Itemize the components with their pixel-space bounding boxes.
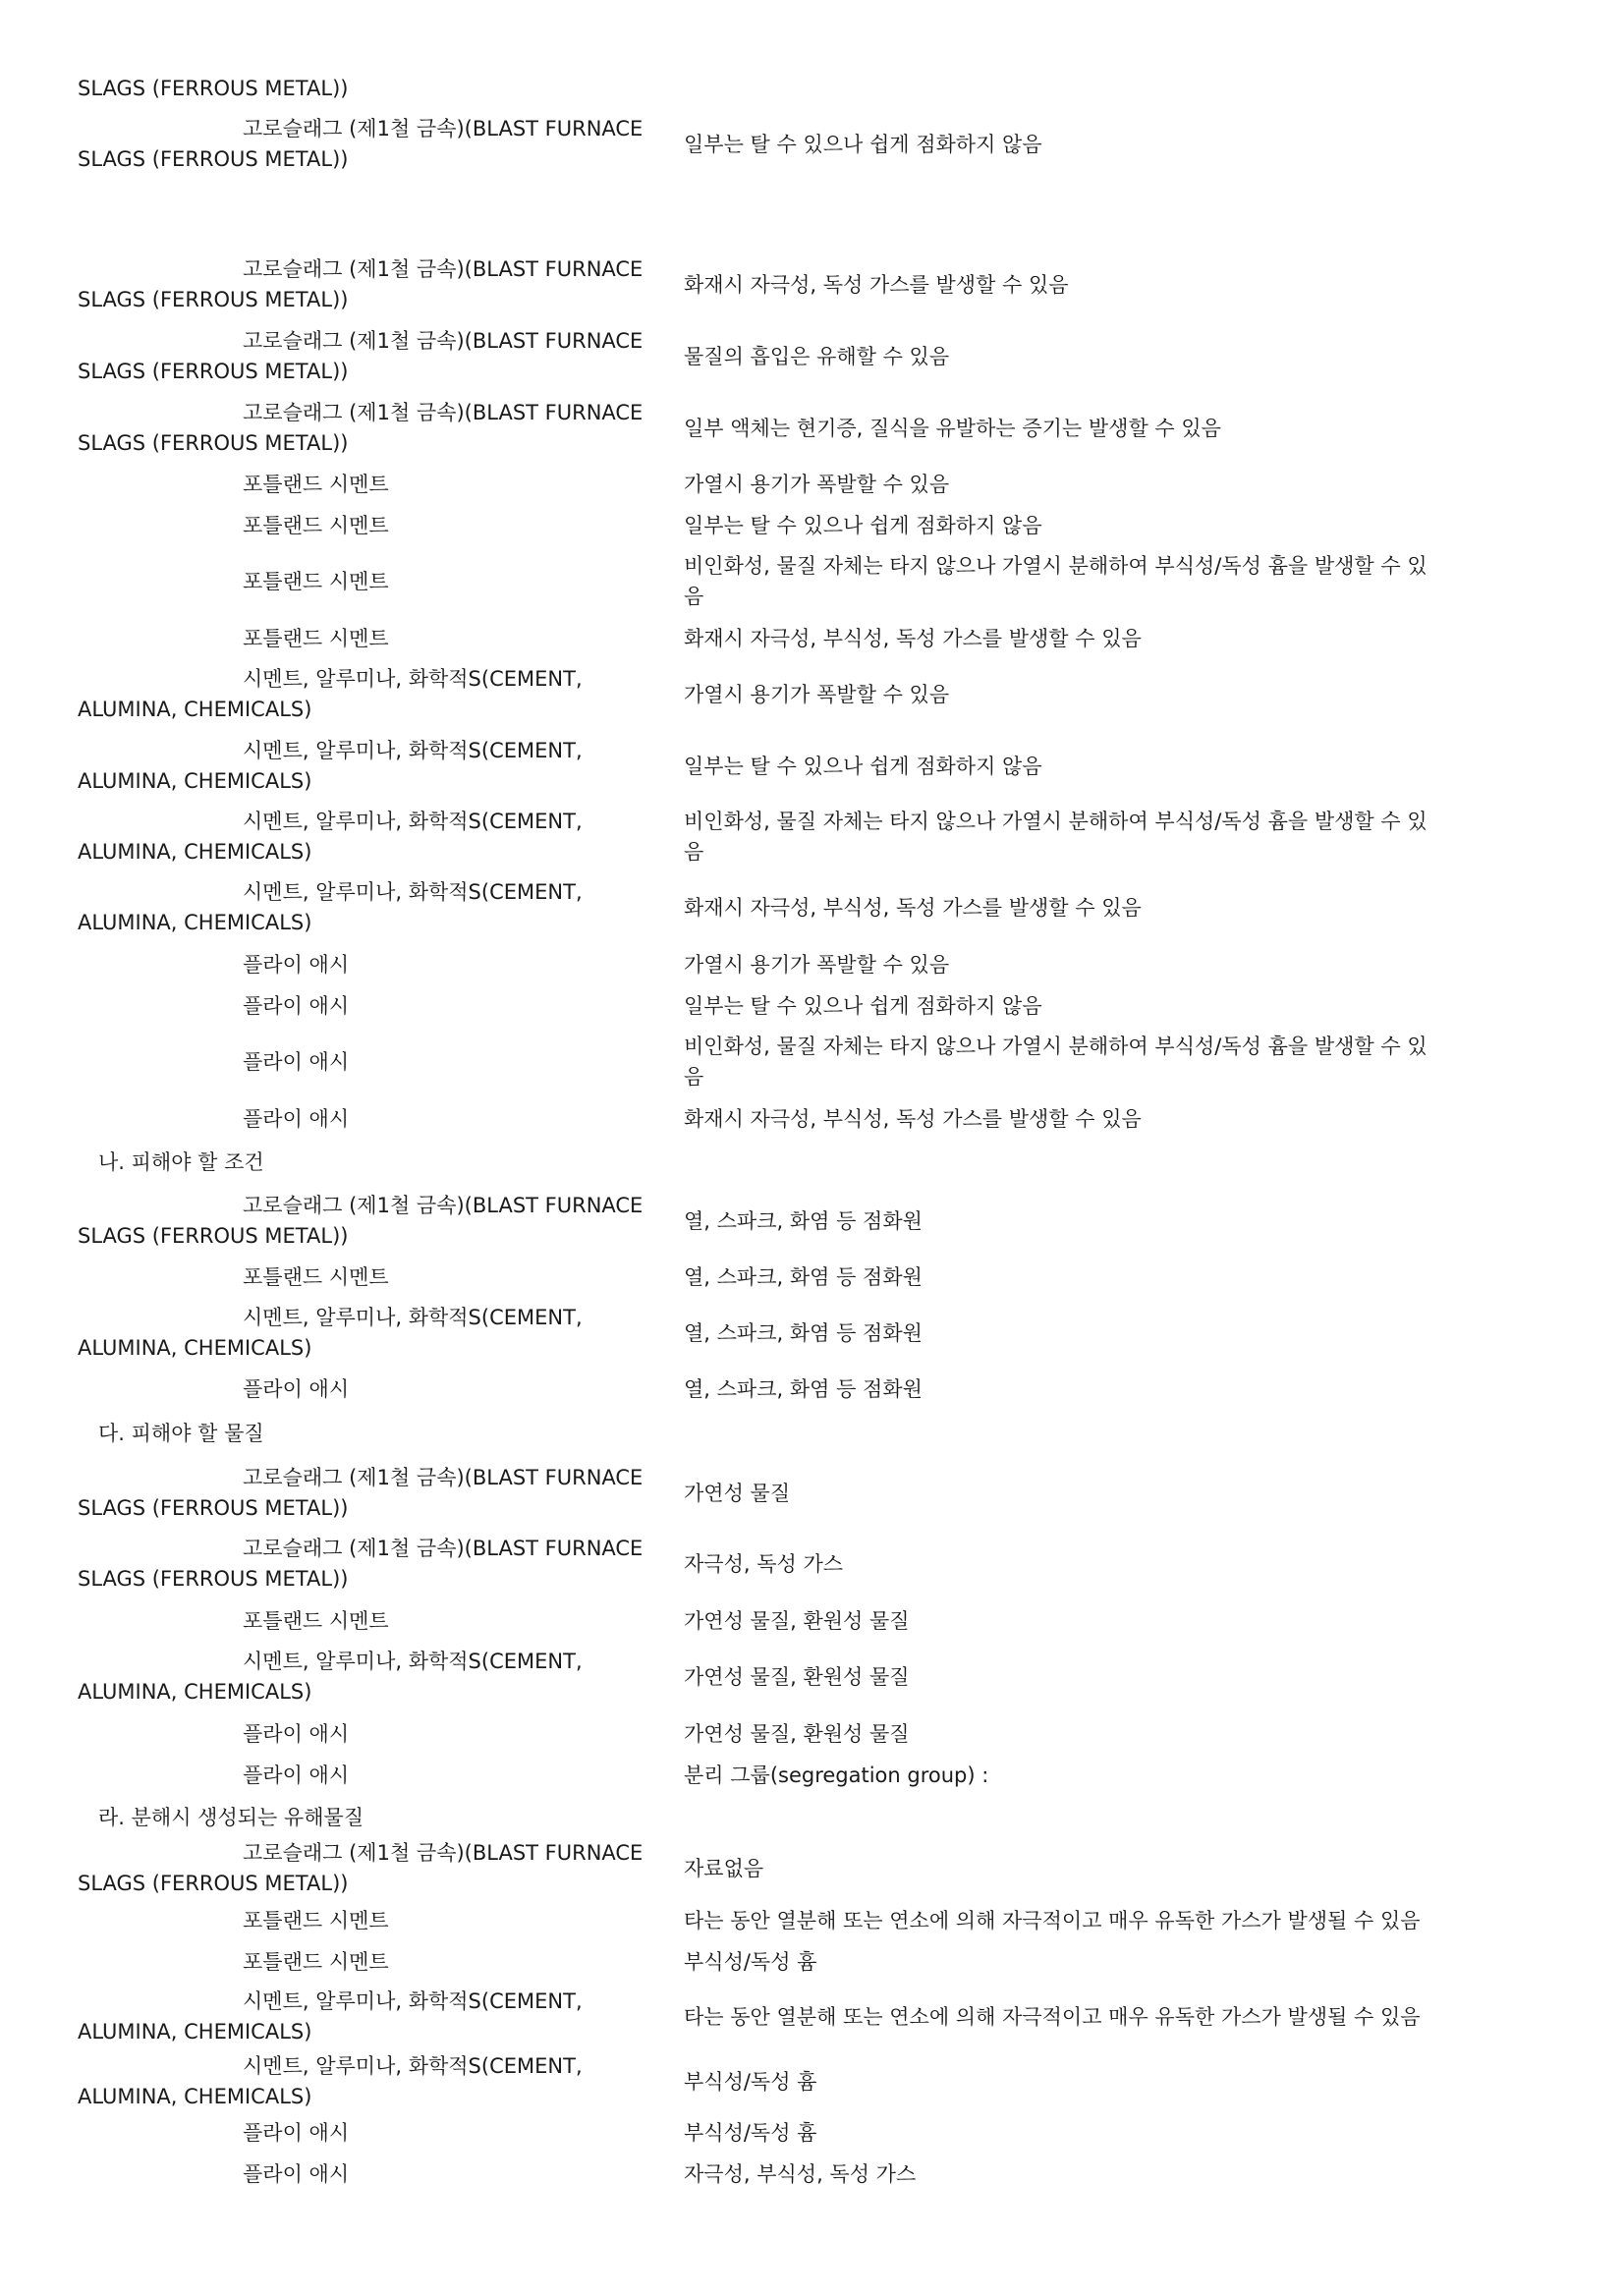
hazard-description: 타는 동안 열분해 또는 연소에 의해 자극적이고 매우 유독한 가스가 발생될 수 있음 (684, 2004, 1421, 2029)
hazard-description: 부식성/독성 흄 (684, 1949, 817, 1974)
section-heading-text: 라. 분해시 생성되는 유해물질 (98, 1806, 364, 1829)
hazard-description: 부식성/독성 흄 (684, 2120, 817, 2145)
substance-name: SLAGS (FERROUS METAL)) (78, 360, 349, 383)
substance-name: 고로슬래그 (제1철 금속)(BLAST FURNACE (243, 1841, 644, 1865)
substance-name: ALUMINA, CHEMICALS) (78, 911, 312, 934)
section-heading-text: 나. 피해야 할 조건 (98, 1150, 264, 1174)
substance-name: SLAGS (FERROUS METAL)) (78, 288, 349, 311)
hazard-description: 비인화성, 물질 자체는 타지 않으나 가열시 분해하여 부식성/독성 흄을 발생할 수 있 (684, 810, 1428, 833)
substance-name: SLAGS (FERROUS METAL)) (78, 1496, 349, 1520)
substance-name: ALUMINA, CHEMICALS) (78, 1336, 312, 1360)
substance-name: 시멘트, 알루미나, 화학적S(CEMENT, (243, 667, 583, 691)
substance-name: 포틀랜드 시멘트 (243, 1608, 389, 1633)
substance-name: 플라이 애시 (243, 1763, 350, 1787)
section-heading-text: 다. 피해야 할 물질 (98, 1422, 264, 1445)
substance-name: 플라이 애시 (243, 1376, 350, 1401)
substance-name: 시멘트, 알루미나, 화학적S(CEMENT, (243, 1989, 583, 2013)
hazard-description: 열, 스파크, 화염 등 점화원 (684, 1320, 923, 1345)
substance-name: 시멘트, 알루미나, 화학적S(CEMENT, (243, 880, 583, 904)
hazard-description: 일부는 탈 수 있으나 쉽게 점화하지 않음 (684, 993, 1042, 1018)
substance-name: 플라이 애시 (243, 1721, 350, 1746)
hazard-description: 가연성 물질, 환원성 물질 (684, 1721, 910, 1746)
substance-name: 고로슬래그 (제1철 금속)(BLAST FURNACE (243, 1537, 644, 1560)
substance-name: SLAGS (FERROUS METAL)) (78, 1224, 349, 1248)
substance-name: 플라이 애시 (243, 952, 350, 977)
hazard-description: 일부는 탈 수 있으나 쉽게 점화하지 않음 (684, 754, 1042, 778)
hazard-description: 화재시 자극성, 부식성, 독성 가스를 발생할 수 있음 (684, 626, 1142, 650)
hazard-description: 자극성, 독성 가스 (684, 1551, 844, 1576)
substance-name: 시멘트, 알루미나, 화학적S(CEMENT, (243, 2054, 583, 2078)
substance-name: 고로슬래그 (제1철 금속)(BLAST FURNACE (243, 1194, 644, 1217)
substance-name: 플라이 애시 (243, 2120, 350, 2145)
hazard-description: 가연성 물질, 환원성 물질 (684, 1664, 910, 1689)
substance-name: 시멘트, 알루미나, 화학적S(CEMENT, (243, 739, 583, 762)
hazard-description: 자료없음 (684, 1856, 764, 1880)
hazard-description: 부식성/독성 흄 (684, 2069, 817, 2094)
substance-name: 고로슬래그 (제1철 금속)(BLAST FURNACE (243, 117, 644, 140)
substance-name: 시멘트, 알루미나, 화학적S(CEMENT, (243, 1650, 583, 1673)
substance-name: 고로슬래그 (제1철 금속)(BLAST FURNACE (243, 257, 644, 281)
substance-name: 플라이 애시 (243, 1106, 350, 1131)
hazard-description: 가열시 용기가 폭발할 수 있음 (684, 952, 950, 977)
substance-name: 포틀랜드 시멘트 (243, 569, 389, 593)
hazard-description: 일부는 탈 수 있으나 쉽게 점화하지 않음 (684, 132, 1042, 156)
continued-substance-name: SLAGS (FERROUS METAL)) (78, 77, 349, 100)
substance-name: 플라이 애시 (243, 2161, 350, 2186)
substance-name: 포틀랜드 시멘트 (243, 1908, 389, 1932)
hazard-description: 음 (684, 585, 704, 608)
substance-name: SLAGS (FERROUS METAL)) (78, 1872, 349, 1895)
substance-name: 고로슬래그 (제1철 금속)(BLAST FURNACE (243, 401, 644, 424)
substance-name: 포틀랜드 시멘트 (243, 626, 389, 650)
substance-name: 포틀랜드 시멘트 (243, 1264, 389, 1289)
hazard-description: 화재시 자극성, 부식성, 독성 가스를 발생할 수 있음 (684, 895, 1142, 920)
hazard-description: 비인화성, 물질 자체는 타지 않으나 가열시 분해하여 부식성/독성 흄을 발생할 수 있 (684, 1035, 1428, 1058)
hazard-description: 가열시 용기가 폭발할 수 있음 (684, 682, 950, 706)
hazard-description: 분리 그룹(segregation group) : (684, 1763, 989, 1787)
hazard-description: 화재시 자극성, 독성 가스를 발생할 수 있음 (684, 272, 1069, 297)
substance-name: 플라이 애시 (243, 993, 350, 1018)
hazard-description: 타는 동안 열분해 또는 연소에 의해 자극적이고 매우 유독한 가스가 발생될 수 있음 (684, 1908, 1421, 1932)
hazard-description: 가연성 물질, 환원성 물질 (684, 1608, 910, 1633)
substance-name: ALUMINA, CHEMICALS) (78, 840, 312, 864)
substance-name: ALUMINA, CHEMICALS) (78, 1680, 312, 1704)
substance-name: 포틀랜드 시멘트 (243, 472, 389, 496)
substance-name: ALUMINA, CHEMICALS) (78, 769, 312, 793)
hazard-description: 가열시 용기가 폭발할 수 있음 (684, 472, 950, 496)
substance-name: 플라이 애시 (243, 1049, 350, 1074)
hazard-description: 가연성 물질 (684, 1481, 791, 1505)
hazard-description: 자극성, 부식성, 독성 가스 (684, 2161, 917, 2186)
substance-name: ALUMINA, CHEMICALS) (78, 2085, 312, 2108)
hazard-description: 화재시 자극성, 부식성, 독성 가스를 발생할 수 있음 (684, 1106, 1142, 1131)
hazard-description: 비인화성, 물질 자체는 타지 않으나 가열시 분해하여 부식성/독성 흄을 발생할 수 있 (684, 554, 1428, 578)
substance-name: 고로슬래그 (제1철 금속)(BLAST FURNACE (243, 329, 644, 353)
substance-name: 시멘트, 알루미나, 화학적S(CEMENT, (243, 1306, 583, 1329)
substance-name: SLAGS (FERROUS METAL)) (78, 147, 349, 171)
substance-name: SLAGS (FERROUS METAL)) (78, 1567, 349, 1591)
hazard-description: 열, 스파크, 화염 등 점화원 (684, 1264, 923, 1289)
substance-name: ALUMINA, CHEMICALS) (78, 698, 312, 721)
substance-name: ALUMINA, CHEMICALS) (78, 2020, 312, 2044)
substance-name: 시멘트, 알루미나, 화학적S(CEMENT, (243, 810, 583, 833)
hazard-description: 물질의 흡입은 유해할 수 있음 (684, 344, 950, 368)
hazard-description: 음 (684, 840, 704, 864)
substance-name: 포틀랜드 시멘트 (243, 1949, 389, 1974)
substance-name: 포틀랜드 시멘트 (243, 513, 389, 537)
hazard-description: 열, 스파크, 화염 등 점화원 (684, 1376, 923, 1401)
substance-name: SLAGS (FERROUS METAL)) (78, 431, 349, 455)
substance-name: 고로슬래그 (제1철 금속)(BLAST FURNACE (243, 1466, 644, 1489)
hazard-description: 일부는 탈 수 있으나 쉽게 점화하지 않음 (684, 513, 1042, 537)
hazard-description: 음 (684, 1065, 704, 1089)
hazard-description: 일부 액체는 현기증, 질식을 유발하는 증기는 발생할 수 있음 (684, 416, 1221, 440)
hazard-description: 열, 스파크, 화염 등 점화원 (684, 1208, 923, 1233)
